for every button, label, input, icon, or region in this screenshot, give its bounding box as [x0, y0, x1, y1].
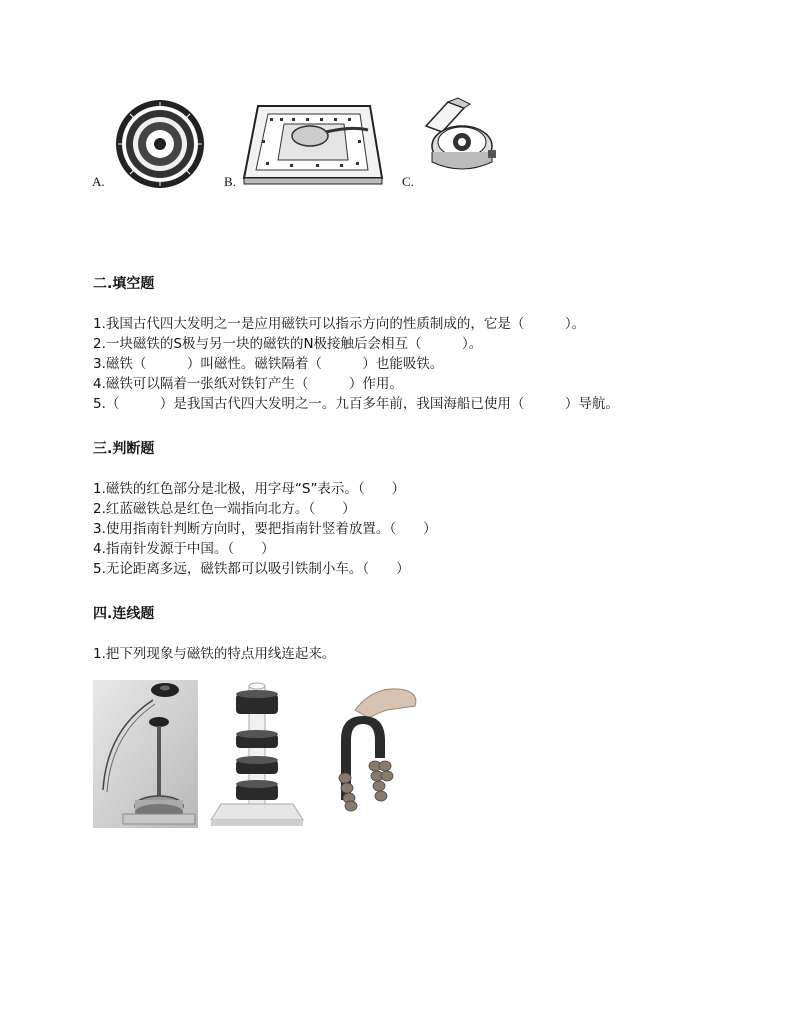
- ring-magnets-photo: [203, 680, 308, 828]
- option-c-label: C.: [402, 174, 414, 189]
- section-4-title: 四.连线题: [93, 606, 155, 622]
- horseshoe-magnet-photo: [325, 680, 420, 828]
- section-2-title: 二.填空题: [93, 276, 155, 292]
- fill-item-5: 5.（ ）是我国古代四大发明之一。九百多年前，我国海船已使用（ ）导航。: [93, 396, 619, 412]
- judge-item-2: 2.红蓝磁铁总是红色一端指向北方。（ ）: [93, 501, 356, 517]
- fill-item-2: 2.一块磁铁的S极与另一块的磁铁的N极接触后会相互（ ）。: [93, 336, 483, 352]
- magnet-stand-photo: [93, 680, 198, 828]
- section-3-title: 三.判断题: [93, 441, 155, 457]
- spoon-compass-image: [240, 100, 385, 186]
- match-item-1: 1.把下列现象与磁铁的特点用线连起来。: [93, 646, 336, 662]
- fill-item-4: 4.磁铁可以隔着一张纸对铁钉产生（ ）作用。: [93, 376, 403, 392]
- option-a-label: A.: [92, 174, 105, 189]
- fill-item-3: 3.磁铁（ ）叫磁性。磁铁隔着（ ）也能吸铁。: [93, 356, 444, 372]
- compass-disc-image: [110, 98, 210, 190]
- judge-item-3: 3.使用指南针判断方向时，要把指南针竖着放置。（ ）: [93, 521, 437, 537]
- judge-item-5: 5.无论距离多远，磁铁都可以吸引铁制小车。（ ）: [93, 561, 410, 577]
- lensatic-compass-image: [418, 96, 498, 176]
- fill-item-1: 1.我国古代四大发明之一是应用磁铁可以指示方向的性质制成的，它是（ ）。: [93, 316, 586, 332]
- option-b-label: B.: [224, 174, 236, 189]
- judge-item-4: 4.指南针发源于中国。（ ）: [93, 541, 275, 557]
- judge-item-1: 1.磁铁的红色部分是北极，用字母“S”表示。（ ）: [93, 481, 406, 497]
